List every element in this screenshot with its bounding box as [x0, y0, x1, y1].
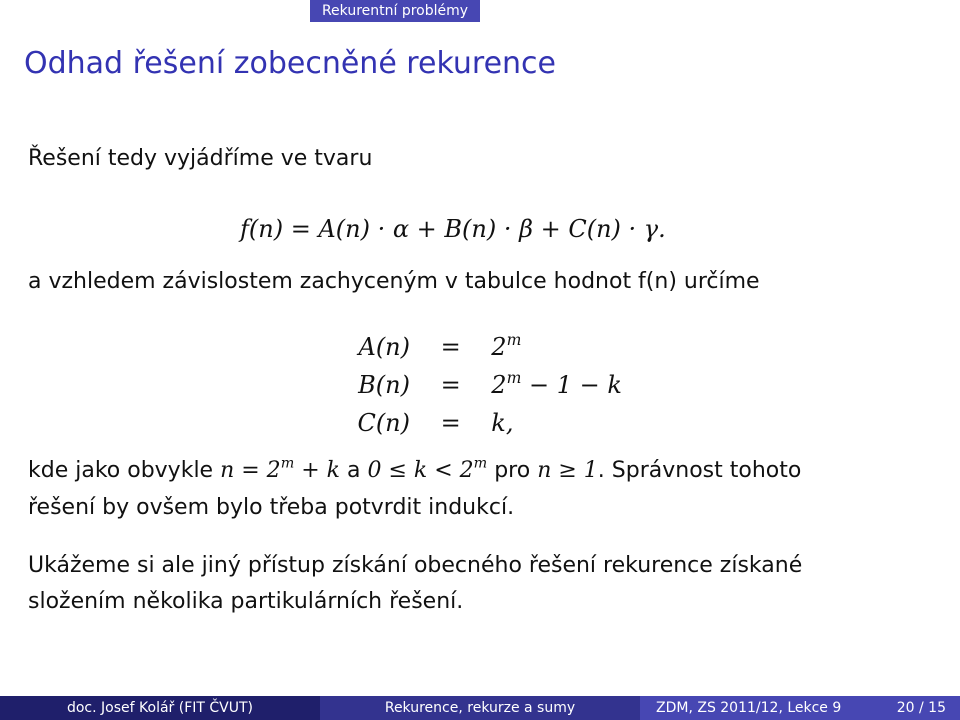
top-bar-left: [0, 0, 310, 22]
footer-talk-title: Rekurence, rekurze a sumy: [320, 696, 640, 720]
top-bar: [0, 0, 960, 22]
footer-bar: [0, 696, 960, 720]
footer-course: ZDM, ZS 2011/12, Lekce 9: [656, 700, 842, 716]
condition-math-k: $0 \le k < 2^m$: [367, 455, 488, 483]
condition-text-line2: řešení by ovšem bylo třeba potvrdit indukcí.: [28, 495, 515, 520]
condition-text-part: a: [340, 458, 368, 483]
condition-text-part: pro: [487, 458, 538, 483]
equation-row: [340, 366, 622, 404]
equation-equals: =: [440, 333, 461, 361]
equation-lhs: B(n): [358, 371, 410, 399]
condition-math-n: $n = 2^m + k$: [220, 455, 341, 483]
equation-equals: =: [440, 371, 461, 399]
equation-equals: =: [440, 409, 461, 437]
equation-row: [340, 328, 622, 366]
equation-row: [340, 404, 622, 442]
top-bar-right: [480, 0, 960, 22]
section-title: Rekurentní problémy: [310, 0, 480, 22]
footer-course-info: [640, 696, 960, 720]
condition-text: [28, 455, 802, 483]
equation-rhs: 2$^m$: [491, 330, 522, 361]
condition-text-part: kde jako obvykle: [28, 458, 221, 483]
table-text: a vzhledem závislostem zachyceným v tabulce hodnot f(n) určíme: [28, 269, 760, 294]
footer-page-number: 20 / 15: [896, 700, 946, 716]
footer-author: doc. Josef Kolář (FIT ČVUT): [0, 696, 320, 720]
approach-text-line2: složením několika partikulárních řešení.: [28, 589, 464, 614]
equation-lhs: A(n): [358, 333, 410, 361]
equation-rhs: k,: [491, 409, 514, 437]
condition-math-n-min: n ≥ 1: [537, 458, 598, 483]
equation-system: [340, 328, 622, 442]
equation-lhs: C(n): [357, 409, 410, 437]
approach-text-line1: Ukážeme si ale jiný přístup získání obecného řešení rekurence získané: [28, 553, 803, 578]
equation-rhs: $2^m - 1 - k$: [491, 368, 622, 399]
condition-text-part: . Správnost tohoto: [597, 458, 802, 483]
slide-title: Odhad řešení zobecněné rekurence: [24, 46, 557, 81]
intro-text: Řešení tedy vyjádříme ve tvaru: [28, 146, 373, 171]
main-formula: f(n) = A(n) · α + B(n) · β + C(n) · γ.: [240, 215, 666, 243]
